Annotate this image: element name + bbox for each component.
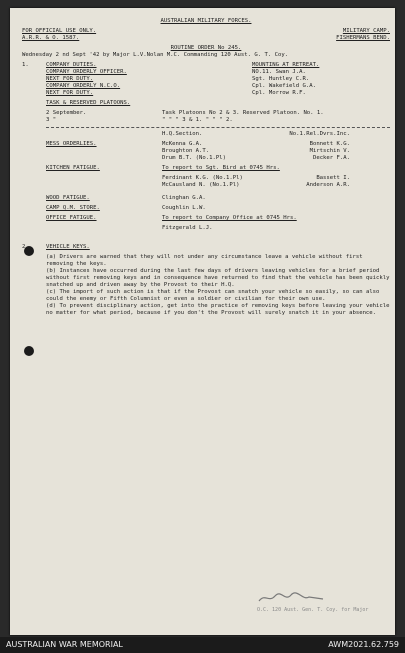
kitchen-fatigue-label: KITCHEN FATIGUE. [46,165,100,171]
header-right-1: MILITARY CAMP. [342,28,390,34]
camp-store-value: Coughlin L.W. [162,205,206,211]
wood-fatigue-value: Clinghan G.A. [162,195,206,201]
routine-order-title: ROUTINE ORDER No 245. [170,45,242,51]
paragraph-d [22,303,390,317]
mess-orderlies-label: MESS ORDERLIES. [46,141,97,147]
header-left-1: FOR OFFICIAL USE ONLY. [22,28,97,34]
order-document [22,18,390,317]
kitchen-right-2: Anderson A.R. [306,182,350,188]
mess-left-2: Broughton A.T. [162,148,210,154]
mounting-label: MOUNTING AT RETREAT. [252,62,320,68]
para-text: Drivers are warned that they will not under any circumstance leave a vehicle without first removing the keys. [46,254,363,267]
duty-value: Cpl. Wakefield G.A. [252,83,316,89]
signature-scribble-icon [257,591,327,605]
header-right-2: FISHERMANS BEND. [336,35,390,41]
vehicle-keys-label: VEHICLE KEYS. [46,244,90,250]
office-fatigue-name: Fitzgerald L.J. [162,225,213,231]
archive-name: AUSTRALIAN WAR MEMORIAL [6,640,123,649]
para-text: Instances have occurred during the last few days of drivers leaving vehicles for a brief period without first removing keys and in consequence have returned to find that the vehicle has been quickly snatched up and driven away by the Provost to their H.Q. [46,268,390,288]
signature-caption: O.C. 120 Aust. Gen. T. Coy. for Major [257,607,369,613]
duty-label: COMPANY ORDERLY OFFICER. [46,69,127,75]
document-sheet [10,8,395,635]
para-text: To prevent disciplinary action, get into the practice of removing keys before leaving your vehicle no matter for what period, because if you don't the Provost will surely snatch it in your absence. [46,303,390,316]
punch-hole [24,346,34,356]
para-mark: (d) [46,303,57,309]
mess-right-1: Bonnett K.G. [309,141,350,147]
duty-value: Cpl. Morrow R.F. [252,90,306,96]
signature-stamp [257,591,377,617]
duty-label: NEXT FOR DUTY. [46,76,94,82]
duty-label: NEXT FOR DUTY. [46,90,94,96]
wood-fatigue-label: WOOD FATIGUE. [46,195,90,201]
header-title: AUSTRALIAN MILITARY FORCES. [160,18,252,24]
platoon-date: 3 " [46,117,57,123]
kitchen-right-1: Bassett I. [316,175,350,181]
platoon-date: 2 September. [46,110,87,116]
archive-id: AWM2021.62.759 [328,640,399,649]
paragraph-c [22,289,390,303]
para-text: The import of such action is that if the Provost can snatch your vehicle so easily, so can also could the enemy or Fifth Columnist or even a soldier or civilian for their own use. [46,289,380,302]
archive-footer [0,637,405,653]
duty-label: COMPANY ORDERLY N.C.O. [46,83,121,89]
duty-value: Sgt. Huntley C.R. [252,76,310,82]
mess-right-2: Mirtschin V. [309,148,350,154]
mess-left-3: Drum B.T. (No.1.Pl) [162,155,226,161]
header-left-2: A.R.R. & O. 1587. [22,35,80,41]
relief-drivers: No.1.Rel.Dvrs.Inc. [289,131,350,137]
duty-value: NO.11. Swan J.A. [252,69,306,75]
kitchen-fatigue-value: To report to Sgt. Bird at 0745 Hrs. [162,165,280,171]
section-number-2: 2. [22,244,29,250]
mess-right-3: Decker F.A. [312,155,350,161]
platoon-info: Task Platoons No 2 & 3. Reserved Platoon. No. 1. [162,110,324,116]
paragraph-b [22,268,390,289]
order-date-line: Wednesday 2 nd Sept '42 by Major L.V.Nolan M.C. Commanding 120 Aust. G. T. Coy. [22,52,289,58]
platoon-info: " " " 3 & 1. " " " 2. [162,117,233,123]
mess-left-1: McKenna G.A. [162,141,203,147]
kitchen-left-1: Ferdinant K.G. (No.1.Pl) [162,175,243,181]
office-fatigue-label: OFFICE FATIGUE. [46,215,97,221]
para-mark: (b) [46,268,57,274]
para-mark: (c) [46,289,57,295]
platoons-label: TASK & RESERVED PLATOONS. [46,100,131,106]
section-number-1: 1. [22,62,29,68]
hq-section: H.Q.Section. [162,131,203,137]
kitchen-left-2: McCausland N. (No.1.Pl) [162,182,240,188]
company-duties-label: COMPANY DUTIES. [46,62,97,68]
camp-store-label: CAMP Q.M. STORE. [46,205,100,211]
office-fatigue-value: To report to Company Office at 0745 Hrs. [162,215,297,221]
para-mark: (a) [46,254,57,260]
paragraph-a [22,254,390,268]
